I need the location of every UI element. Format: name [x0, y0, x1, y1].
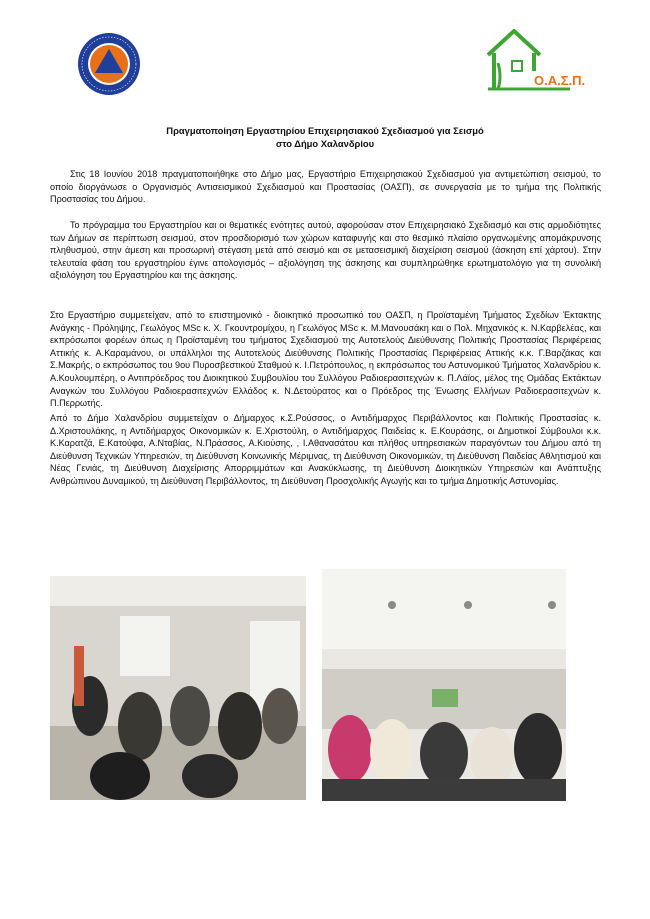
civil-protection-emblem-icon	[77, 32, 141, 96]
paragraph-intro: Στις 18 Ιουνίου 2018 πραγματοποιήθηκε στο Δήμο μας, Εργαστήριο Επιχειρησιακού Σχεδιασμού για αντιμετώπιση σεισμού, το οποίο διοργάνωσε ο Οργανισμός Αντισεισμικού Σχεδιασμού και Προστασίας (ΟΑΣΠ), σε συνεργασία με το τμήμα της Πολιτικής Προστασίας του Δήμου.	[50, 169, 601, 205]
workshop-photo-right	[322, 569, 566, 801]
house-outline-logo-icon	[484, 27, 586, 95]
workshop-photo-left-icon	[50, 576, 306, 800]
workshop-photo-left	[50, 576, 306, 800]
paragraph-program: Το πρόγραμμα του Εργαστηρίου και οι θεματικές ενότητες αυτού, αφορούσαν στον Επιχειρησιακό Σχεδιασμό και στις αρμοδιότητες των Δήμων σε περίπτωση σεισμού, στον προσδιορισμό των χώρων καταφυγής και στο θεσμικό πλαίσιο οργανωμένης απομάκρυνσης πληθυσμού, στην άμεση και προσωρινή στέγαση μετά από σεισμό και σε μετασεισμική διαχείριση σεισμού (άσκηση επί χάρτου). Στην τελευταία φάση του εργαστηρίου έγινε απολογισμός – αξιολόγηση της άσκησης και συμπληρώθηκε ερωτηματολόγιο για τη συνολική αξιολόγηση του Εργαστηρίου και της άσκησης.	[50, 220, 601, 281]
oasp-logo-text: Ο.Α.Σ.Π.	[534, 73, 586, 88]
workshop-photo-right-icon	[322, 569, 566, 801]
paragraph-participants-municipality: Από το Δήμο Χαλανδρίου συμμετείχαν ο Δήμαρχος κ.Σ.Ρούσσος, ο Αντιδήμαρχος Περιβάλλοντος και Πολιτικής Προστασίας κ. Δ.Χριστουλάκης, η Αντιδήμαρχος Οικονομικών κ. Ε.Χριστούλη, ο Αντιδήμαρχος Παιδείας κ. Ε.Κουράσης, οι Δημοτικοί Σύμβουλοι κ.κ. Κ.Καρατζά, Ε.Κατούφα, Α.Νταβίας, Ν.Πράσσος, Α.Κιούσης, , Ι.Αθανασάτου και πλήθος υπηρεσιακών παραγόντων του Δήμου από τη Διεύθυνση Τεχνικών Υπηρεσιών, τη Διεύθυνση Κοινωνικής Μέριμνας, τη Διεύθυνση Οικονομικών, τη Διεύθυνση Παιδείας Αθλητισμού και Νέας Γενιάς, τη Διεύθυνση Διαχείρισης Απορριμμάτων και Ανακύκλωσης, τη Διεύθυνση Διοικητικών Υπηρεσιών και Ανάπτυξης Ανθρώπινου Δυναμικού, τη Διεύθυνση Περιβάλλοντος, τη Διεύθυνση Προσχολικής Αγωγής και το τμήμα Δημοτικής Αστυνομίας.	[50, 413, 601, 486]
title-line-1: Πραγματοποίηση Εργαστηρίου Επιχειρησιακού Σχεδιασμού για Σεισμό	[166, 125, 484, 136]
document-title	[60, 124, 590, 150]
oasp-logo	[484, 27, 586, 95]
civil-protection-logo	[77, 32, 141, 96]
title-line-2: στο Δήμο Χαλανδρίου	[275, 138, 375, 149]
paragraph-participants-oasp: Στο Εργαστήριο συμμετείχαν, από το επιστημονικό - διοικητικό προσωπικό του ΟΑΣΠ, η Προϊσταμένη Τμήματος Σχεδίων Έκτακτης Ανάγκης - Πρόληψης, Γεωλόγος MSc κ. Χ. Γκουντρομίχου, η Γεωλόγος MSc κ. Μ.Μανουσάκη και ο Πολ. Μηχανικός κ. Ν.Καρβελέας, και εκπρόσωποι φορέων όπως η Προϊσταμένη του τμήματος Σχεδιασμού της Αυτοτελούς Διεύθυνσης Πολιτικής Προστασίας Περιφέρειας Αττικής κ. Α.Καραμάνου, οι υπάλληλοι της Αυτοτελούς Διεύθυνσης Πολιτικής Προστασίας Περιφέρειας Αττικής κ.κ. Γ.Βαρζάκας και Σ.Μακρής, ο εκπρόσωπος του 9ου Πυροσβεστικού Σταθμού κ. Ι.Πετρόπουλος, η εκπρόσωπος του Αστυνομικού Τμήματος Χαλανδρίου κ. Α.Κουλουμπέρη, ο Αντιπρόεδρος του Διοικητικού Συμβουλίου του Συλλόγου Ραδιοερασιτεχνών κ. Π.Λάϊος, μέλος της Ομάδας Εκτάκτων Αναγκών του Συλλόγου Ραδιοερασιτεχνών Ελλάδος κ. Ν.Δετούρατος και ο Πρόεδρος της Ένωσης Ελλήνων Ραδιοερασιτεχνών κ. Π.Περρωτής.	[50, 310, 601, 409]
